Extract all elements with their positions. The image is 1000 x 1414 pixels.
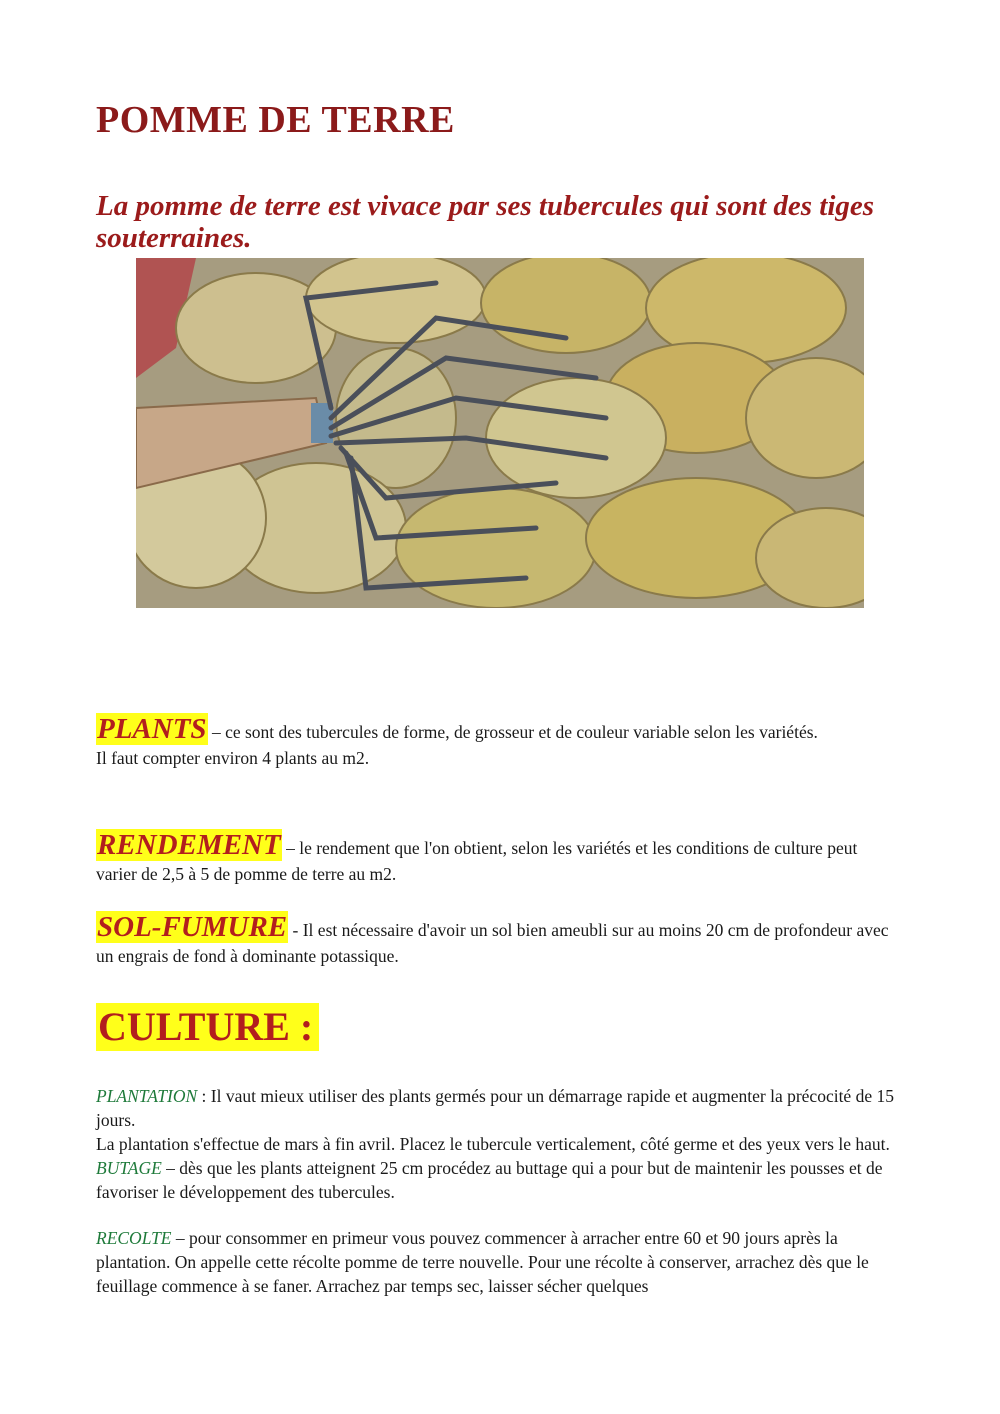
sol-fumure-text: - Il est nécessaire d'avoir un sol bien ameubli sur au moins 20 cm de profondeur avec un engrais de fond à dominante potassique. [96, 920, 889, 966]
culture-section [96, 1084, 896, 1298]
plants-text: – ce sont des tubercules de forme, de grosseur et de couleur variable selon les variétés. [207, 722, 818, 742]
rendement-paragraph [96, 828, 896, 886]
sol-fumure-label: SOL-FUMURE [97, 911, 288, 943]
butage-label: BUTAGE [96, 1158, 162, 1178]
potatoes-illustration [136, 258, 864, 608]
plantation-text-2: La plantation s'effectue de mars à fin avril. Placez le tubercule verticalement, côté germe et des yeux vers le haut. [96, 1134, 890, 1154]
page-title: POMME DE TERRE [96, 99, 455, 141]
butage-text: – dès que les plants atteignent 25 cm procédez au buttage qui a pour but de maintenir les pousses et de favoriser le développement des tubercules. [96, 1158, 883, 1202]
plants-text-2: Il faut compter environ 4 plants au m2. [96, 748, 370, 768]
rendement-text: – le rendement que l'on obtient, selon les variétés et les conditions de culture peut varier de 2,5 à 5 de pomme de terre au m2. [96, 838, 858, 884]
plants-paragraph [96, 712, 896, 770]
plantation-text: : Il vaut mieux utiliser des plants germés pour un démarrage rapide et augmenter la précocité de 15 jours. [96, 1086, 894, 1130]
page-subtitle: La pomme de terre est vivace par ses tubercules qui sont des tiges souterraines. [96, 190, 875, 255]
potatoes-photo [136, 258, 864, 608]
plantation-label: PLANTATION [96, 1086, 198, 1106]
rendement-label: RENDEMENT [97, 829, 281, 861]
recolte-text: – pour consommer en primeur vous pouvez commencer à arracher entre 60 et 90 jours après la plantation. On appelle cette récolte pomme de terre nouvelle. Pour une récolte à conserver, arrachez dès que le feuillage commence à se faner. Arrachez par temps sec, laisser sécher quelques [96, 1228, 869, 1296]
plants-label: PLANTS [97, 713, 207, 745]
sol-fumure-paragraph [96, 910, 896, 968]
culture-heading: CULTURE : [96, 1003, 319, 1051]
recolte-label: RECOLTE [96, 1228, 172, 1248]
